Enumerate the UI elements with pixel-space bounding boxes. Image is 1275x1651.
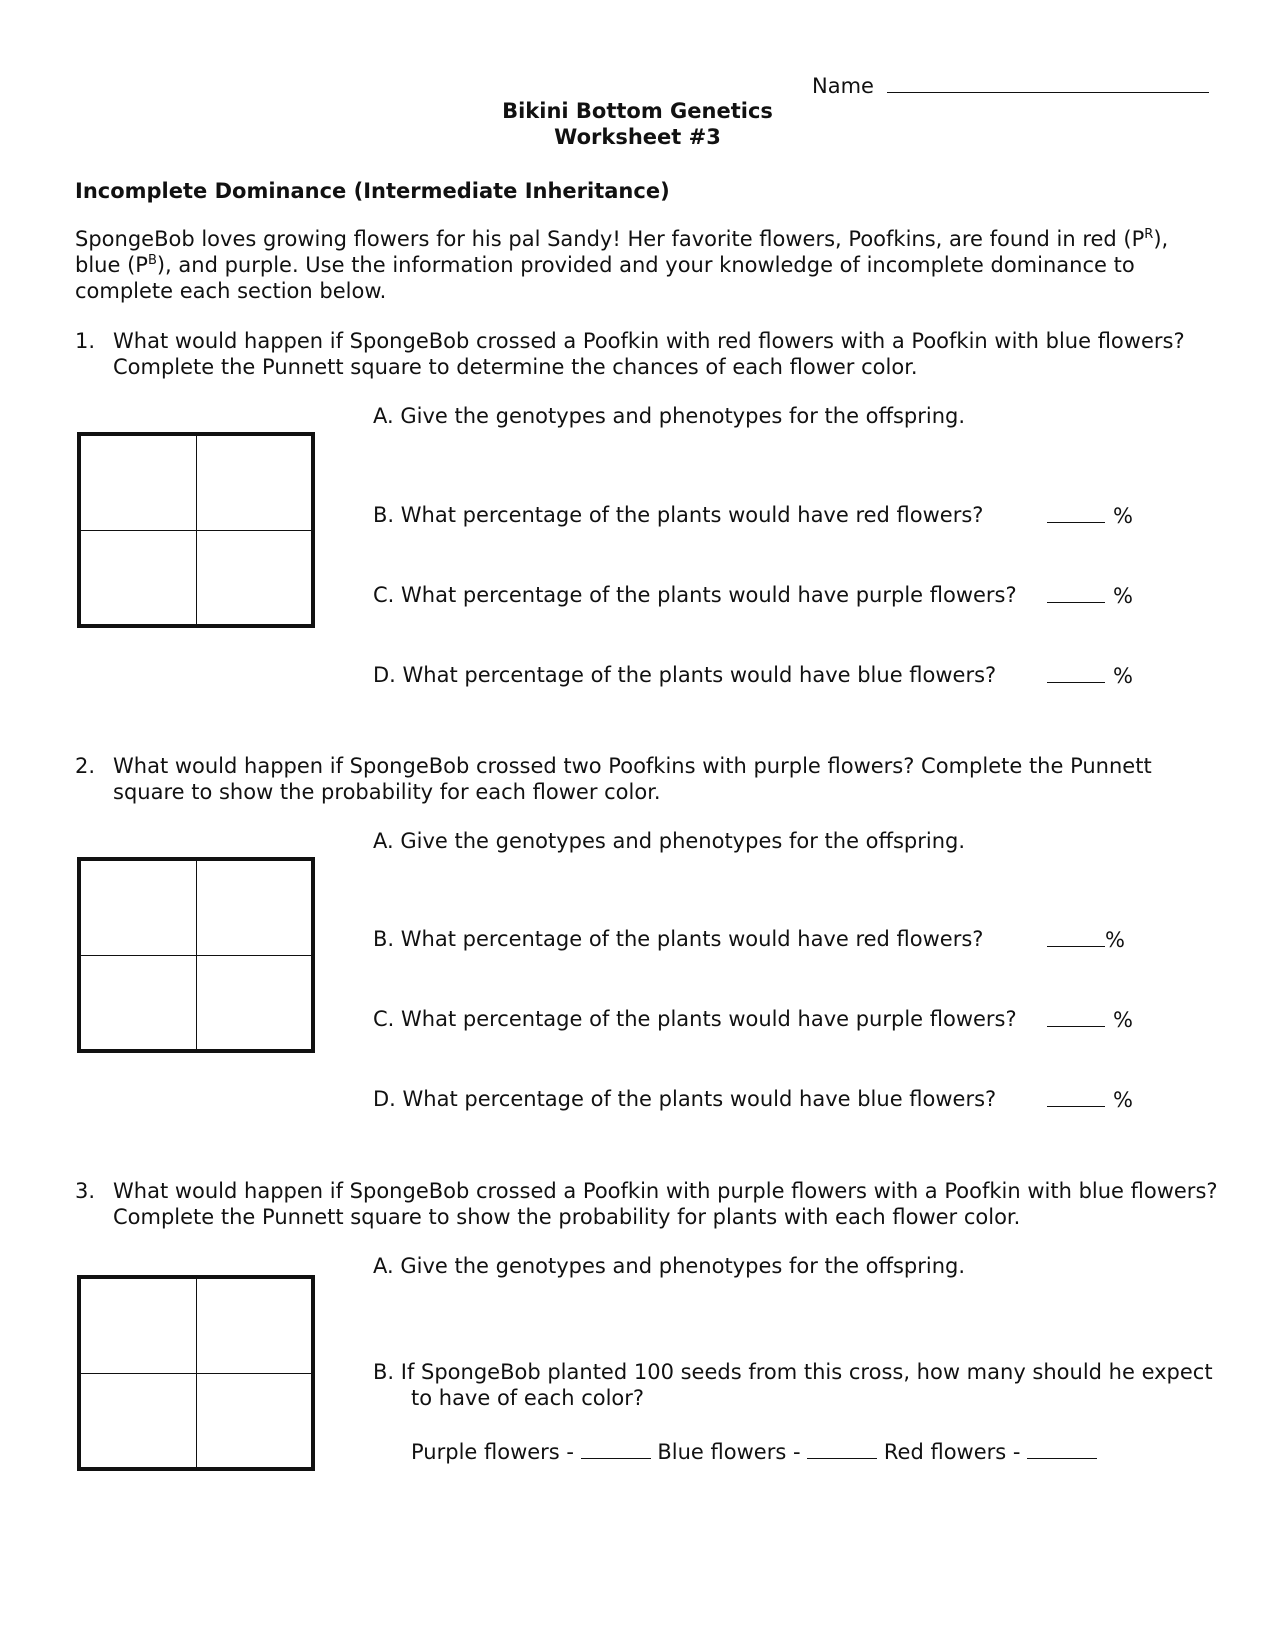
question-number: 3. [75,1179,96,1203]
question-2-part-c: C. What percentage of the plants would have purple flowers? [373,1007,1017,1031]
grid-line [81,530,311,531]
name-field [812,72,1209,99]
question-1-part-c: C. What percentage of the plants would have purple flowers? [373,583,1017,607]
percent-sign: % [1113,1088,1133,1112]
question-number: 1. [75,329,96,353]
answer-2c[interactable] [1047,1006,1133,1033]
question-2-part-b: B. What percentage of the plants would have red flowers? [373,927,984,951]
percent-sign: % [1113,504,1133,528]
punnett-square-3[interactable] [77,1275,315,1471]
answer-blank[interactable] [1047,582,1105,603]
answer-blank[interactable] [1047,1006,1105,1027]
answer-1c[interactable] [1047,582,1133,609]
percent-sign: % [1113,584,1133,608]
question-3 [75,1178,1218,1238]
blue-flowers-label: Blue flowers - [657,1440,801,1464]
intro-paragraph: SpongeBob loves growing flowers for his pal Sandy! Her favorite flowers, Poofkins, are found in red $(P^R)$, blue $(P^B)$, and purple. Use the information provided and your knowledge of incomplete dominance to complete each section below. [75,227,1169,303]
question-number: 2. [75,754,96,778]
name-label: Name [812,74,874,98]
purple-flowers-label: Purple flowers - [411,1440,574,1464]
question-text-line2: Complete the Punnett square to show the probability for plants with each flower color. [113,1205,1021,1229]
question-1 [75,328,1215,388]
percent-sign: % [1113,1008,1133,1032]
red-flowers-blank[interactable] [1027,1438,1097,1459]
grid-line [81,955,311,956]
question-3-part-b-line2: to have of each color? [411,1386,645,1410]
question-text-line2: Complete the Punnett square to determine the chances of each flower color. [113,355,918,379]
blue-flowers-blank[interactable] [807,1438,877,1459]
worksheet-title: Bikini Bottom Genetics [502,99,773,123]
purple-flowers-blank[interactable] [581,1438,651,1459]
question-3-part-b-line1: B. If SpongeBob planted 100 seeds from this cross, how many should he expect [373,1360,1213,1384]
question-text-line2: square to show the probability for each flower color. [113,780,661,804]
grid-line [81,1373,311,1374]
question-3-part-a: A. Give the genotypes and phenotypes for the offspring. [373,1254,966,1278]
question-text-line1: What would happen if SpongeBob crossed a Poofkin with red flowers with a Poofkin with blue flowers? [113,329,1185,353]
percent-sign: % [1105,928,1125,952]
answer-2b[interactable] [1047,926,1125,953]
name-blank[interactable] [887,72,1209,93]
worksheet-subtitle: Worksheet #3 [554,125,721,149]
question-2 [75,753,1215,813]
answer-blank[interactable] [1047,662,1105,683]
question-1-part-d: D. What percentage of the plants would have blue flowers? [373,663,997,687]
question-1-part-a: A. Give the genotypes and phenotypes for the offspring. [373,404,966,428]
answer-1d[interactable] [1047,662,1133,689]
answer-2d[interactable] [1047,1086,1133,1113]
answer-blank[interactable] [1047,1086,1105,1107]
seed-count-answers [411,1438,1097,1465]
answer-1b[interactable] [1047,502,1133,529]
question-2-part-a: A. Give the genotypes and phenotypes for the offspring. [373,829,966,853]
question-text-line1: What would happen if SpongeBob crossed two Poofkins with purple flowers? Complete the Punnett [113,754,1152,778]
question-text-line1: What would happen if SpongeBob crossed a Poofkin with purple flowers with a Poofkin with blue flowers? [113,1179,1218,1203]
question-1-part-b: B. What percentage of the plants would have red flowers? [373,503,984,527]
question-2-part-d: D. What percentage of the plants would have blue flowers? [373,1087,997,1111]
percent-sign: % [1113,664,1133,688]
red-flowers-label: Red flowers - [883,1440,1021,1464]
answer-blank[interactable] [1047,926,1105,947]
punnett-square-1[interactable] [77,432,315,628]
punnett-square-2[interactable] [77,857,315,1053]
section-heading: Incomplete Dominance (Intermediate Inheritance) [75,179,670,203]
answer-blank[interactable] [1047,502,1105,523]
